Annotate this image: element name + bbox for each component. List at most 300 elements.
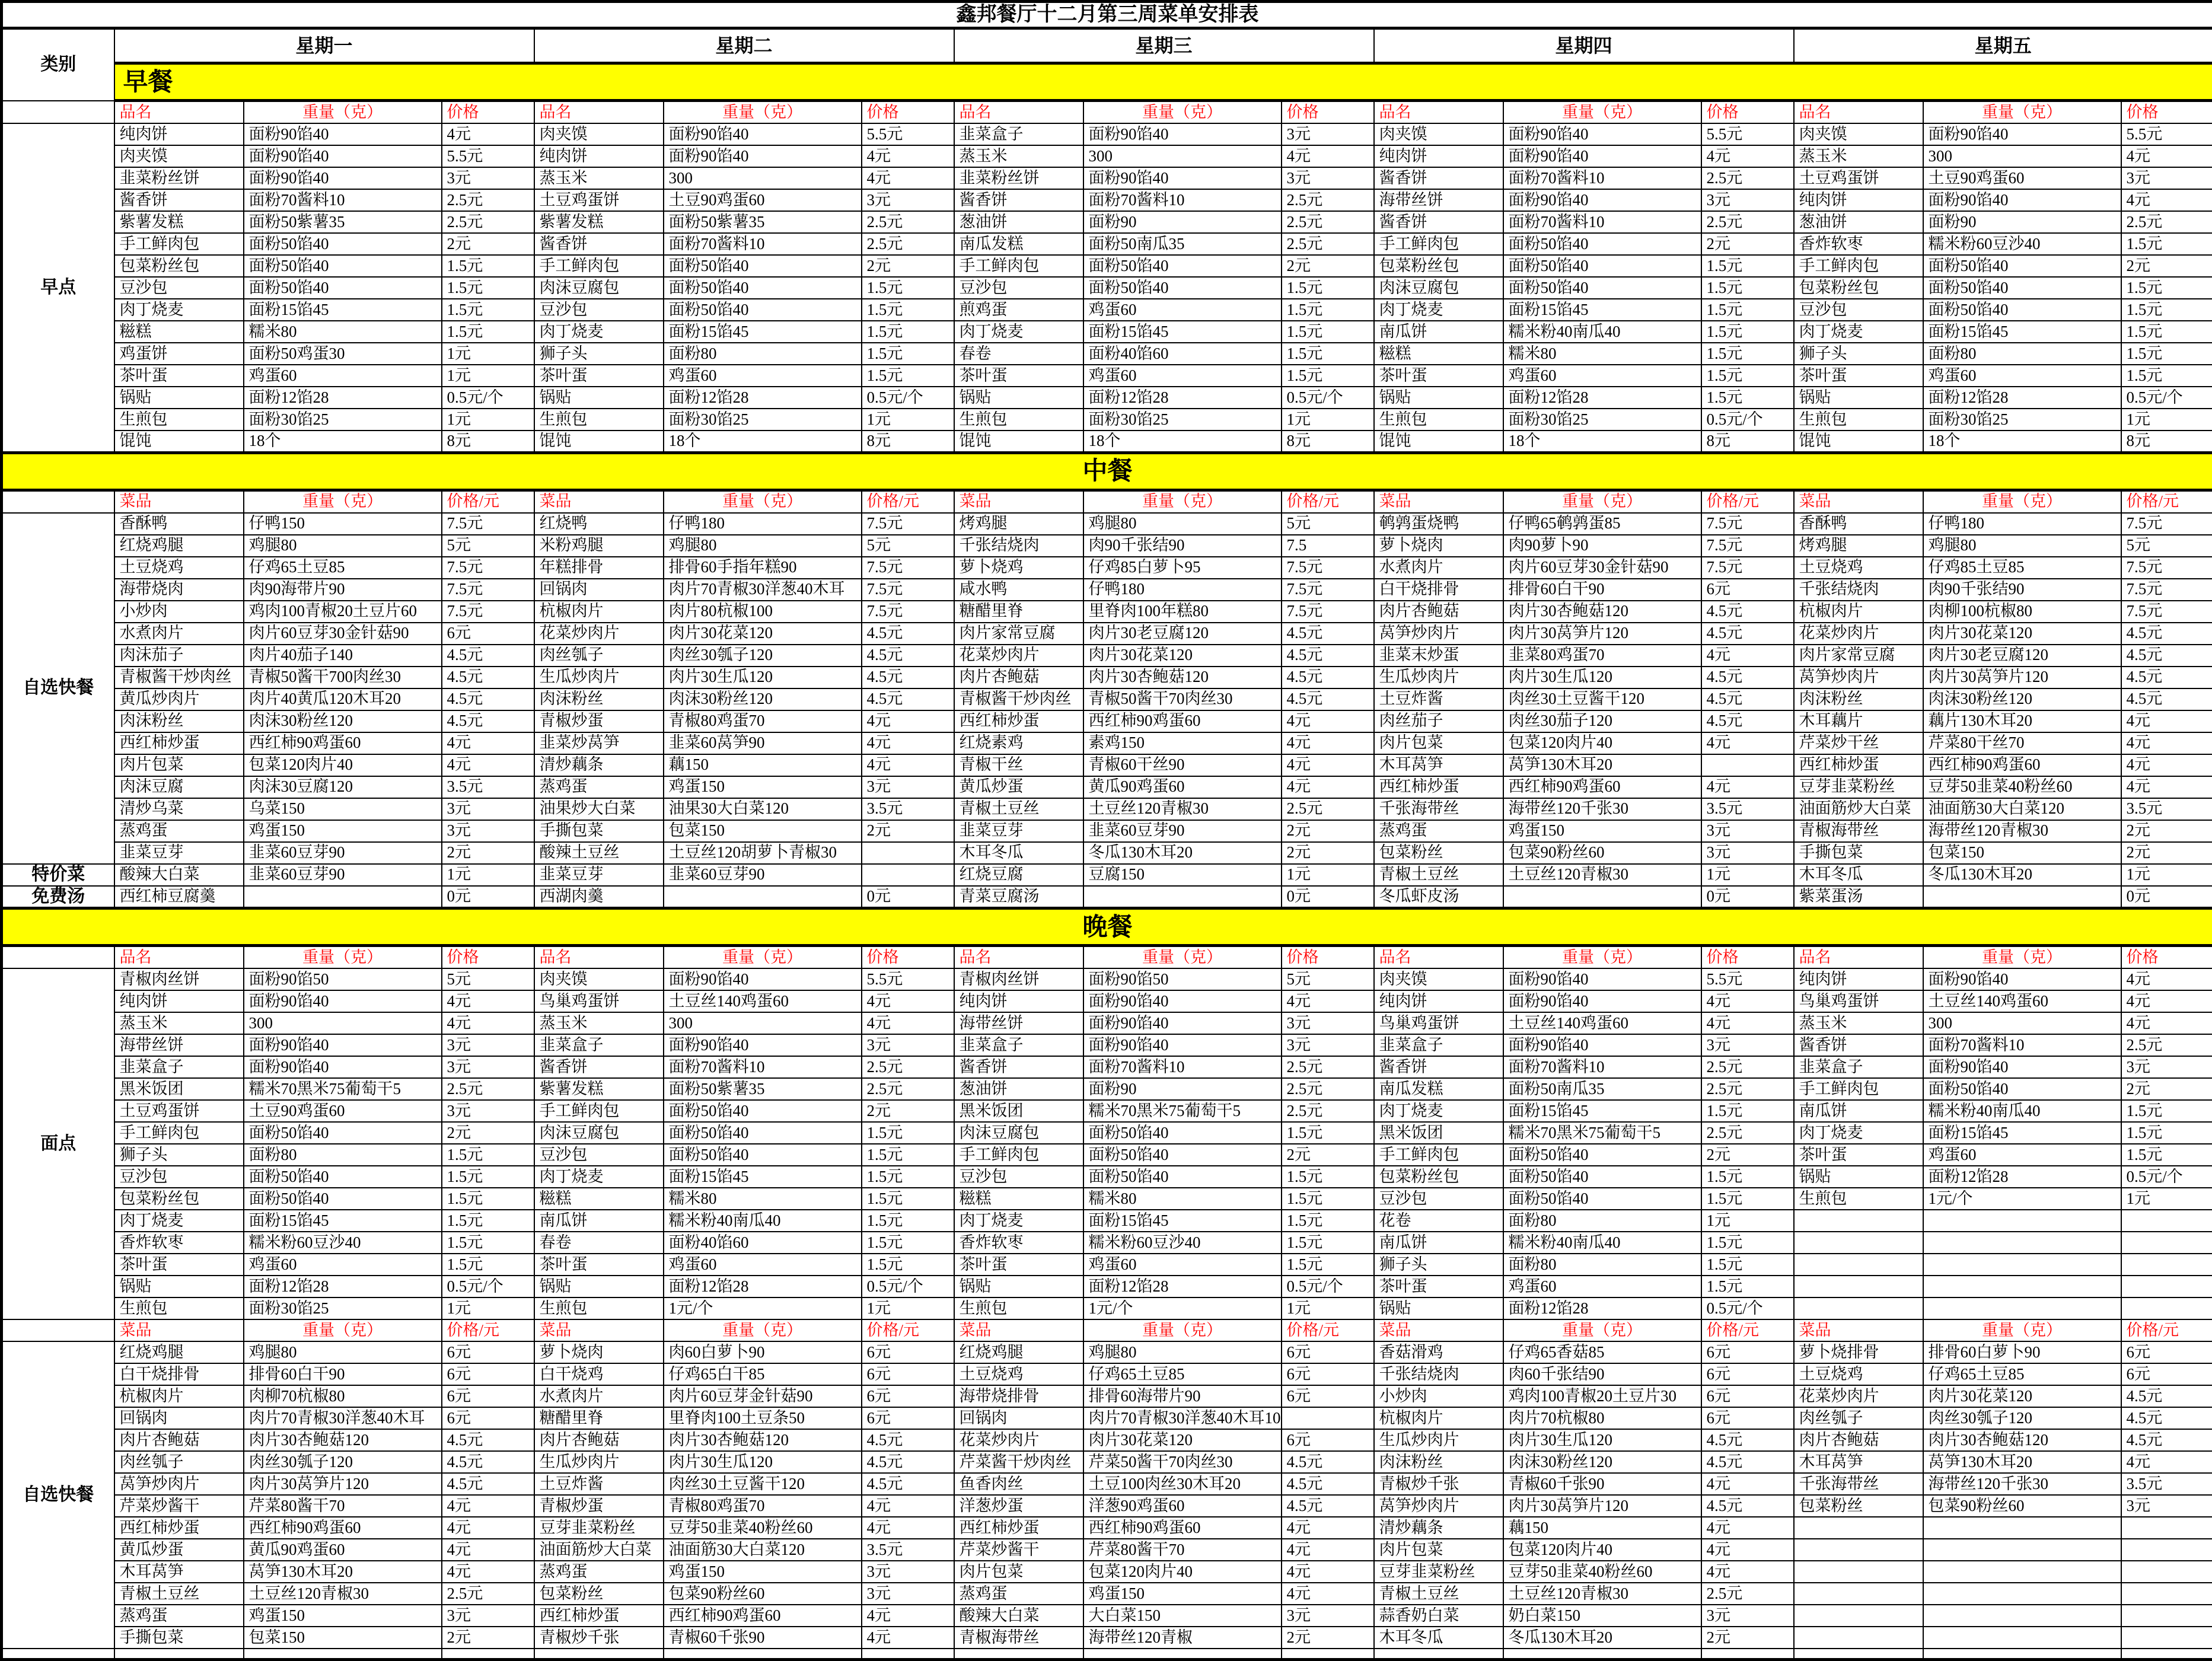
dish-price: 2元 bbox=[2121, 820, 2212, 842]
dish-price: 2.5元 bbox=[1701, 1583, 1794, 1605]
dish-weight: 面粉12馅28 bbox=[1503, 387, 1701, 409]
dish-weight: 鸡蛋150 bbox=[244, 1605, 442, 1627]
dish-price: 2.5元 bbox=[442, 1583, 534, 1605]
dish-weight: 鸡腿80 bbox=[1083, 1341, 1282, 1363]
column-header-name: 品名 bbox=[954, 946, 1083, 969]
dish-price: 6元 bbox=[1282, 1363, 1374, 1385]
dish-weight: 糯米粉60豆沙40 bbox=[1083, 1232, 1282, 1254]
dish-weight: 肉片30生瓜120 bbox=[664, 667, 862, 688]
dish-weight: 面粉70酱料10 bbox=[1083, 1056, 1282, 1078]
dish-name: 酱香饼 bbox=[1374, 211, 1503, 233]
dish-weight: 面粉50馅40 bbox=[244, 1166, 442, 1188]
dish-weight: 面粉30馅25 bbox=[664, 409, 862, 431]
dish-price: 1元 bbox=[442, 864, 534, 886]
dish-name: 青椒肉丝饼 bbox=[114, 968, 244, 990]
dish-price: 4元 bbox=[1701, 1473, 1794, 1495]
dish-price: 4元 bbox=[442, 1539, 534, 1561]
column-header-name: 品名 bbox=[114, 946, 244, 969]
column-header-name: 菜品 bbox=[1374, 1319, 1503, 1341]
dish-price: 3元 bbox=[1282, 167, 1374, 189]
dish-weight: 18个 bbox=[1923, 431, 2121, 452]
column-header-price: 价格 bbox=[442, 946, 534, 969]
dish-weight: 西红柿90鸡蛋60 bbox=[244, 1517, 442, 1539]
dish-weight: 面粉40馅60 bbox=[664, 1232, 862, 1254]
dish-price bbox=[2121, 1605, 2212, 1627]
dish-price: 4.5元 bbox=[1701, 1429, 1794, 1451]
dish-name: 水煮肉片 bbox=[114, 623, 244, 645]
dish-price: 2.5元 bbox=[1282, 798, 1374, 820]
dish-weight: 鸡蛋60 bbox=[664, 1254, 862, 1276]
dish-weight: 里脊肉100土豆条50 bbox=[664, 1407, 862, 1429]
dish-name: 酱香饼 bbox=[1374, 167, 1503, 189]
dish-name: 肉沫豆腐包 bbox=[954, 1122, 1083, 1144]
dish-price: 0元 bbox=[1701, 886, 1794, 908]
dish-name: 生煎包 bbox=[114, 409, 244, 431]
column-header-price: 价格/元 bbox=[442, 490, 534, 513]
dish-name: 青椒土豆丝 bbox=[1374, 1583, 1503, 1605]
dish-weight: 糯米80 bbox=[244, 321, 442, 343]
dish-name: 纯肉饼 bbox=[1374, 990, 1503, 1012]
dish-price: 4元 bbox=[2121, 754, 2212, 776]
dish-name: 肉片杏鲍菇 bbox=[954, 667, 1083, 688]
category-label-breakfast: 早点 bbox=[2, 123, 114, 452]
dish-name: 馄饨 bbox=[534, 431, 664, 452]
dish-weight: 糯米80 bbox=[664, 1188, 862, 1210]
dish-price: 0.5元/个 bbox=[2121, 1166, 2212, 1188]
dish-weight: 土豆丝120胡萝卜青椒30 bbox=[664, 842, 862, 864]
dish-name: 肉片家常豆腐 bbox=[1794, 645, 1923, 667]
dish-weight: 面粉70酱料10 bbox=[1503, 211, 1701, 233]
dish-price: 2.5元 bbox=[1282, 1056, 1374, 1078]
dish-price: 4.5元 bbox=[442, 1451, 534, 1473]
dish-name bbox=[1794, 1297, 1923, 1319]
dish-price: 4元 bbox=[2121, 732, 2212, 754]
dish-price: 5元 bbox=[1282, 513, 1374, 535]
dish-name: 西红柿炒蛋 bbox=[954, 1517, 1083, 1539]
dish-name: 肉丁烧麦 bbox=[534, 1166, 664, 1188]
dish-name: 包菜粉丝包 bbox=[114, 1188, 244, 1210]
dish-weight: 鸡蛋150 bbox=[664, 1561, 862, 1583]
dish-weight: 1元/个 bbox=[1923, 1188, 2121, 1210]
dish-weight: 肉片30杏鲍菇120 bbox=[1503, 601, 1701, 623]
dish-weight: 鸡蛋60 bbox=[244, 1254, 442, 1276]
dish-price: 4元 bbox=[1282, 145, 1374, 167]
dish-weight: 面粉50馅40 bbox=[244, 1122, 442, 1144]
dish-weight: 肉片70青椒30洋葱40木耳 bbox=[664, 579, 862, 601]
dish-price: 3.5元 bbox=[862, 1539, 954, 1561]
dish-name: 鸟巢鸡蛋饼 bbox=[534, 990, 664, 1012]
dish-weight bbox=[244, 886, 442, 908]
dish-name: 西红柿豆腐羹 bbox=[114, 886, 244, 908]
dish-name: 锅贴 bbox=[114, 1276, 244, 1297]
dish-price: 4元 bbox=[2121, 1451, 2212, 1473]
dish-price: 6元 bbox=[1701, 1385, 1794, 1407]
dish-name: 肉沫茄子 bbox=[114, 645, 244, 667]
dish-weight: 面粉90馅40 bbox=[244, 123, 442, 145]
dish-name: 糖醋里脊 bbox=[954, 601, 1083, 623]
dish-name: 肉丝瓠子 bbox=[114, 1451, 244, 1473]
dish-price: 6元 bbox=[1701, 1341, 1794, 1363]
dish-name: 韭菜粉丝饼 bbox=[954, 167, 1083, 189]
dish-weight: 芹菜80干丝70 bbox=[1923, 732, 2121, 754]
dish-price: 4元 bbox=[1701, 1561, 1794, 1583]
dish-weight: 鸡蛋150 bbox=[664, 776, 862, 798]
dish-weight: 排骨60白干90 bbox=[244, 1363, 442, 1385]
dish-weight: 莴笋130木耳20 bbox=[244, 1561, 442, 1583]
dish-price: 4.5元 bbox=[1701, 1451, 1794, 1473]
dish-weight: 面粉90馅40 bbox=[1503, 189, 1701, 211]
dish-weight: 肉柳70杭椒80 bbox=[244, 1385, 442, 1407]
dish-name: 肉沫豆腐包 bbox=[534, 277, 664, 299]
dish-price: 4.5元 bbox=[442, 710, 534, 732]
dish-weight: 面粉50馅40 bbox=[664, 1144, 862, 1166]
dish-weight bbox=[1083, 1649, 1282, 1659]
dish-weight: 冬瓜130木耳20 bbox=[1083, 842, 1282, 864]
dish-price: 0.5元/个 bbox=[1282, 387, 1374, 409]
dish-name: 黑米饭团 bbox=[114, 1078, 244, 1100]
dish-name: 小炒肉 bbox=[114, 601, 244, 623]
dish-price: 5元 bbox=[2121, 535, 2212, 557]
column-header-name: 菜品 bbox=[114, 490, 244, 513]
dish-price: 4元 bbox=[862, 167, 954, 189]
day-header-4: 星期四 bbox=[1374, 28, 1794, 63]
dish-name: 油面筋炒大白菜 bbox=[1794, 798, 1923, 820]
dish-price: 3.5元 bbox=[1701, 798, 1794, 820]
dish-name: 木耳藕片 bbox=[1794, 710, 1923, 732]
dish-weight: 300 bbox=[664, 167, 862, 189]
dish-name: 萝卜烧肉 bbox=[1374, 535, 1503, 557]
dish-name: 千张结烧肉 bbox=[1374, 1363, 1503, 1385]
dish-name: 海带烧排骨 bbox=[954, 1385, 1083, 1407]
dish-name: 豆沙包 bbox=[534, 299, 664, 321]
dish-weight: 面粉50馅40 bbox=[244, 1188, 442, 1210]
dish-price: 4元 bbox=[862, 1605, 954, 1627]
dish-price: 1.5元 bbox=[442, 321, 534, 343]
dish-name: 清炒乌菜 bbox=[114, 798, 244, 820]
dish-weight: 海带丝120千张30 bbox=[1503, 798, 1701, 820]
dish-weight: 肉丝30瓠子120 bbox=[244, 1451, 442, 1473]
dish-name: 豆芽韭菜粉丝 bbox=[534, 1517, 664, 1539]
dish-price: 4.5元 bbox=[1282, 667, 1374, 688]
dish-name: 紫薯发糕 bbox=[534, 1078, 664, 1100]
dish-weight: 鸡蛋60 bbox=[1083, 299, 1282, 321]
dish-weight: 18个 bbox=[664, 431, 862, 452]
dish-price: 1.5元 bbox=[442, 1188, 534, 1210]
dish-price: 4元 bbox=[1701, 1012, 1794, 1034]
dish-price: 1.5元 bbox=[862, 1122, 954, 1144]
dish-weight bbox=[1923, 1605, 2121, 1627]
dish-name: 肉片包菜 bbox=[954, 1561, 1083, 1583]
dish-price: 2.5元 bbox=[862, 1078, 954, 1100]
dish-name: 莴笋炒肉片 bbox=[1374, 623, 1503, 645]
dish-name: 鸟巢鸡蛋饼 bbox=[1374, 1012, 1503, 1034]
category-label-clipped-row bbox=[2, 1649, 114, 1659]
dish-name: 红烧鸡腿 bbox=[114, 1341, 244, 1363]
dish-price: 4元 bbox=[2121, 776, 2212, 798]
dish-price: 4元 bbox=[862, 1495, 954, 1517]
column-header-weight: 重量（克） bbox=[1083, 1319, 1282, 1341]
dish-price bbox=[2121, 1627, 2212, 1649]
dish-price: 2元 bbox=[2121, 255, 2212, 277]
dish-price: 7.5元 bbox=[1701, 557, 1794, 579]
column-header-price: 价格/元 bbox=[2121, 490, 2212, 513]
dish-weight: 肉片30花菜120 bbox=[1923, 1385, 2121, 1407]
column-header-weight: 重量（克） bbox=[1503, 1319, 1701, 1341]
dish-price: 2元 bbox=[1282, 820, 1374, 842]
dish-price: 1.5元 bbox=[862, 277, 954, 299]
dish-price: 4.5元 bbox=[862, 1451, 954, 1473]
dish-price: 4.5元 bbox=[1701, 667, 1794, 688]
dish-weight: 面粉15馅45 bbox=[1503, 1100, 1701, 1122]
dish-name: 西红柿炒蛋 bbox=[114, 732, 244, 754]
dish-price: 6元 bbox=[442, 1363, 534, 1385]
dish-weight: 排骨60白干90 bbox=[1503, 579, 1701, 601]
dish-name: 红烧鸡腿 bbox=[954, 1341, 1083, 1363]
dish-name: 海带丝饼 bbox=[954, 1012, 1083, 1034]
dish-name: 莴笋炒肉片 bbox=[1794, 667, 1923, 688]
dish-name: 千张结烧肉 bbox=[954, 535, 1083, 557]
dish-price: 3元 bbox=[1282, 1012, 1374, 1034]
dish-price: 6元 bbox=[2121, 1363, 2212, 1385]
dish-name: 白干烧排骨 bbox=[114, 1363, 244, 1385]
dish-price: 1.5元 bbox=[2121, 1122, 2212, 1144]
dish-weight: 糯米70黑米75葡萄干5 bbox=[1083, 1100, 1282, 1122]
dish-name: 萝卜烧肉 bbox=[534, 1341, 664, 1363]
dish-weight: 面粉15馅45 bbox=[1503, 299, 1701, 321]
category-label-lunch: 自选快餐 bbox=[2, 513, 114, 864]
dish-name: 豆沙包 bbox=[954, 1166, 1083, 1188]
dish-weight: 面粉50馅40 bbox=[1083, 1122, 1282, 1144]
dish-weight: 面粉30馅25 bbox=[1503, 409, 1701, 431]
column-header-weight: 重量（克） bbox=[1083, 101, 1282, 124]
dish-price: 2.5元 bbox=[1282, 1100, 1374, 1122]
dish-weight: 洋葱90鸡蛋60 bbox=[1083, 1495, 1282, 1517]
column-header-weight: 重量（克） bbox=[1923, 946, 2121, 969]
dish-weight: 奶白菜150 bbox=[1503, 1605, 1701, 1627]
dish-name: 纯肉饼 bbox=[1374, 145, 1503, 167]
dish-weight bbox=[1923, 1561, 2121, 1583]
dish-price: 7.5 bbox=[1282, 535, 1374, 557]
dish-price: 0元 bbox=[1282, 886, 1374, 908]
dish-name: 青椒海带丝 bbox=[1794, 820, 1923, 842]
dish-name: 千张海带丝 bbox=[1794, 1473, 1923, 1495]
dish-price: 2元 bbox=[442, 233, 534, 255]
dish-name: 肉沫粉丝 bbox=[114, 710, 244, 732]
dish-price: 2.5元 bbox=[1701, 1056, 1794, 1078]
dish-price: 4.5元 bbox=[1282, 1451, 1374, 1473]
dish-price: 4.5元 bbox=[1282, 1495, 1374, 1517]
dish-name: 小炒肉 bbox=[1374, 1385, 1503, 1407]
dish-price: 2元 bbox=[862, 820, 954, 842]
dish-price: 4元 bbox=[2121, 968, 2212, 990]
dish-price: 1.5元 bbox=[1701, 321, 1794, 343]
dish-price: 4元 bbox=[862, 145, 954, 167]
dish-weight: 鸡蛋150 bbox=[1083, 1583, 1282, 1605]
dish-price: 3元 bbox=[862, 189, 954, 211]
spacer-cell bbox=[2, 101, 114, 124]
dish-weight: 西红柿90鸡蛋60 bbox=[1083, 1517, 1282, 1539]
dish-name: 黄瓜炒蛋 bbox=[114, 1539, 244, 1561]
page-title: 鑫邦餐厅十二月第三周菜单安排表 bbox=[2, 2, 2212, 28]
dish-price: 4.5元 bbox=[442, 1473, 534, 1495]
dish-price: 4.5元 bbox=[2121, 1407, 2212, 1429]
dish-weight: 肉沫30豆腐120 bbox=[244, 776, 442, 798]
dish-price: 1.5元 bbox=[1282, 277, 1374, 299]
dish-weight: 面粉90馅40 bbox=[1503, 968, 1701, 990]
dish-weight: 面粉12馅28 bbox=[244, 1276, 442, 1297]
dish-weight: 肉片30莴笋片120 bbox=[1503, 623, 1701, 645]
dish-name: 狮子头 bbox=[1794, 343, 1923, 365]
dish-price: 7.5元 bbox=[2121, 557, 2212, 579]
dish-price: 1.5元 bbox=[1701, 1166, 1794, 1188]
dish-name: 生瓜炒肉片 bbox=[534, 1451, 664, 1473]
dish-weight: 面粉90馅40 bbox=[664, 123, 862, 145]
dish-price: 1元 bbox=[1701, 864, 1794, 886]
dish-name: 南瓜饼 bbox=[534, 1210, 664, 1232]
dish-name: 包菜粉丝包 bbox=[1374, 255, 1503, 277]
spacer-cell bbox=[2, 946, 114, 969]
dish-weight: 肉丝30瓠子120 bbox=[664, 645, 862, 667]
dish-weight: 面粉90馅40 bbox=[244, 990, 442, 1012]
dish-name: 土豆烧鸡 bbox=[114, 557, 244, 579]
dish-weight: 肉90千张结90 bbox=[1923, 579, 2121, 601]
dish-price: 4元 bbox=[862, 710, 954, 732]
dish-price: 1.5元 bbox=[442, 1210, 534, 1232]
dish-price bbox=[1282, 1649, 1374, 1659]
dish-price: 2.5元 bbox=[1701, 167, 1794, 189]
dish-name: 肉片包菜 bbox=[114, 754, 244, 776]
dish-weight: 糯米70黑米75葡萄干5 bbox=[244, 1078, 442, 1100]
dish-weight: 韭菜60豆芽90 bbox=[664, 864, 862, 886]
dish-name: 肉片杏鲍菇 bbox=[1794, 1429, 1923, 1451]
dish-name: 烤鸡腿 bbox=[1794, 535, 1923, 557]
dish-name: 白干烧排骨 bbox=[1374, 579, 1503, 601]
dish-price: 6元 bbox=[1701, 579, 1794, 601]
dish-name: 茶叶蛋 bbox=[1374, 365, 1503, 387]
dish-price: 1元 bbox=[442, 365, 534, 387]
dish-name: 千张结烧肉 bbox=[1794, 579, 1923, 601]
dish-price: 2.5元 bbox=[1282, 211, 1374, 233]
column-header-weight: 重量（克） bbox=[1083, 946, 1282, 969]
column-header-price: 价格/元 bbox=[862, 490, 954, 513]
dish-weight: 韭菜60豆芽90 bbox=[1083, 820, 1282, 842]
dish-price: 4元 bbox=[862, 754, 954, 776]
column-header-name: 菜品 bbox=[1374, 490, 1503, 513]
dish-name: 芹菜酱干炒肉丝 bbox=[954, 1451, 1083, 1473]
dish-price: 5元 bbox=[442, 535, 534, 557]
dish-price: 1.5元 bbox=[1701, 343, 1794, 365]
column-header-name: 菜品 bbox=[954, 1319, 1083, 1341]
dish-weight: 面粉90 bbox=[1923, 211, 2121, 233]
dish-weight: 鸡腿80 bbox=[244, 1341, 442, 1363]
dish-name: 茶叶蛋 bbox=[1374, 1276, 1503, 1297]
dish-weight: 排骨60海带片90 bbox=[1083, 1385, 1282, 1407]
dish-weight: 韭菜60豆芽90 bbox=[244, 842, 442, 864]
dish-name: 纯肉饼 bbox=[114, 123, 244, 145]
column-header-price: 价格 bbox=[1282, 946, 1374, 969]
dish-price: 1.5元 bbox=[442, 299, 534, 321]
dish-weight: 鸡蛋60 bbox=[1503, 1276, 1701, 1297]
dish-name: 纯肉饼 bbox=[1794, 189, 1923, 211]
dish-weight: 土豆90鸡蛋60 bbox=[1923, 167, 2121, 189]
dish-name: 肉丝瓠子 bbox=[1794, 1407, 1923, 1429]
dish-name: 糍糕 bbox=[534, 1188, 664, 1210]
dish-weight: 肉片30杏鲍菇120 bbox=[664, 1429, 862, 1451]
dish-weight: 肉柳100杭椒80 bbox=[1923, 601, 2121, 623]
dish-weight: 肉片40黄瓜120木耳20 bbox=[244, 688, 442, 710]
dish-name: 韭菜盒子 bbox=[534, 1034, 664, 1056]
dish-weight: 面粉90 bbox=[1083, 211, 1282, 233]
dish-price: 1元 bbox=[2121, 409, 2212, 431]
dish-weight bbox=[1923, 1297, 2121, 1319]
dish-weight: 黄瓜90鸡蛋60 bbox=[1083, 776, 1282, 798]
column-header-price: 价格 bbox=[2121, 101, 2212, 124]
dish-name: 茶叶蛋 bbox=[1794, 365, 1923, 387]
dish-weight: 西红柿90鸡蛋60 bbox=[1923, 754, 2121, 776]
dish-price: 6元 bbox=[442, 1385, 534, 1407]
dish-name: 油面筋炒大白菜 bbox=[534, 1539, 664, 1561]
dish-name: 生煎包 bbox=[1374, 409, 1503, 431]
dish-price: 2元 bbox=[442, 1122, 534, 1144]
dish-name: 香炸软枣 bbox=[114, 1232, 244, 1254]
column-header-price: 价格/元 bbox=[1701, 1319, 1794, 1341]
dish-price: 3元 bbox=[2121, 1056, 2212, 1078]
dish-price: 3元 bbox=[1701, 842, 1794, 864]
dish-weight: 面粉50馅40 bbox=[1503, 1144, 1701, 1166]
dish-price: 0.5元/个 bbox=[2121, 387, 2212, 409]
dish-name: 千张海带丝 bbox=[1374, 798, 1503, 820]
dish-price: 0.5元/个 bbox=[1701, 1297, 1794, 1319]
dish-weight: 仔鸡65香菇85 bbox=[1503, 1341, 1701, 1363]
dish-weight: 青椒80鸡蛋70 bbox=[664, 1495, 862, 1517]
dish-price bbox=[2121, 1297, 2212, 1319]
dish-weight: 面粉90馅40 bbox=[1923, 968, 2121, 990]
dish-name: 锅贴 bbox=[534, 387, 664, 409]
dish-name: 肉沫粉丝 bbox=[1374, 1451, 1503, 1473]
dish-price: 2元 bbox=[1282, 1627, 1374, 1649]
dish-price: 2元 bbox=[1282, 842, 1374, 864]
dish-weight: 鸡蛋60 bbox=[1923, 365, 2121, 387]
dish-name: 杭椒肉片 bbox=[534, 601, 664, 623]
dish-weight: 面粉12馅28 bbox=[1083, 387, 1282, 409]
dish-price: 1.5元 bbox=[442, 277, 534, 299]
column-header-name: 品名 bbox=[1794, 946, 1923, 969]
dish-weight: 面粉90馅50 bbox=[244, 968, 442, 990]
dish-name: 肉沫豆腐包 bbox=[1374, 277, 1503, 299]
dish-price: 2.5元 bbox=[862, 211, 954, 233]
dish-name: 春卷 bbox=[954, 343, 1083, 365]
dish-name: 青椒土豆丝 bbox=[954, 798, 1083, 820]
dish-weight: 西红柿90鸡蛋60 bbox=[664, 1605, 862, 1627]
dish-name bbox=[534, 1649, 664, 1659]
dish-price: 4元 bbox=[442, 1012, 534, 1034]
dish-weight: 肉90千张结90 bbox=[1083, 535, 1282, 557]
dish-name: 萝卜烧鸡 bbox=[954, 557, 1083, 579]
dish-name: 酱香饼 bbox=[114, 189, 244, 211]
dish-weight: 肉片60豆芽金针菇90 bbox=[664, 1385, 862, 1407]
dish-name: 包菜粉丝 bbox=[534, 1583, 664, 1605]
dish-name bbox=[1794, 1232, 1923, 1254]
dish-price: 6元 bbox=[862, 1385, 954, 1407]
dish-weight: 青椒50酱干70肉丝30 bbox=[1083, 688, 1282, 710]
dish-weight: 面粉90 bbox=[1083, 1078, 1282, 1100]
dish-price: 4.5元 bbox=[862, 645, 954, 667]
dish-name: 豆芽韭菜粉丝 bbox=[1374, 1561, 1503, 1583]
dish-name: 木耳莴笋 bbox=[1794, 1451, 1923, 1473]
dish-weight: 西红柿90鸡蛋60 bbox=[244, 732, 442, 754]
dish-name: 回锅肉 bbox=[954, 1407, 1083, 1429]
column-header-name: 品名 bbox=[534, 101, 664, 124]
